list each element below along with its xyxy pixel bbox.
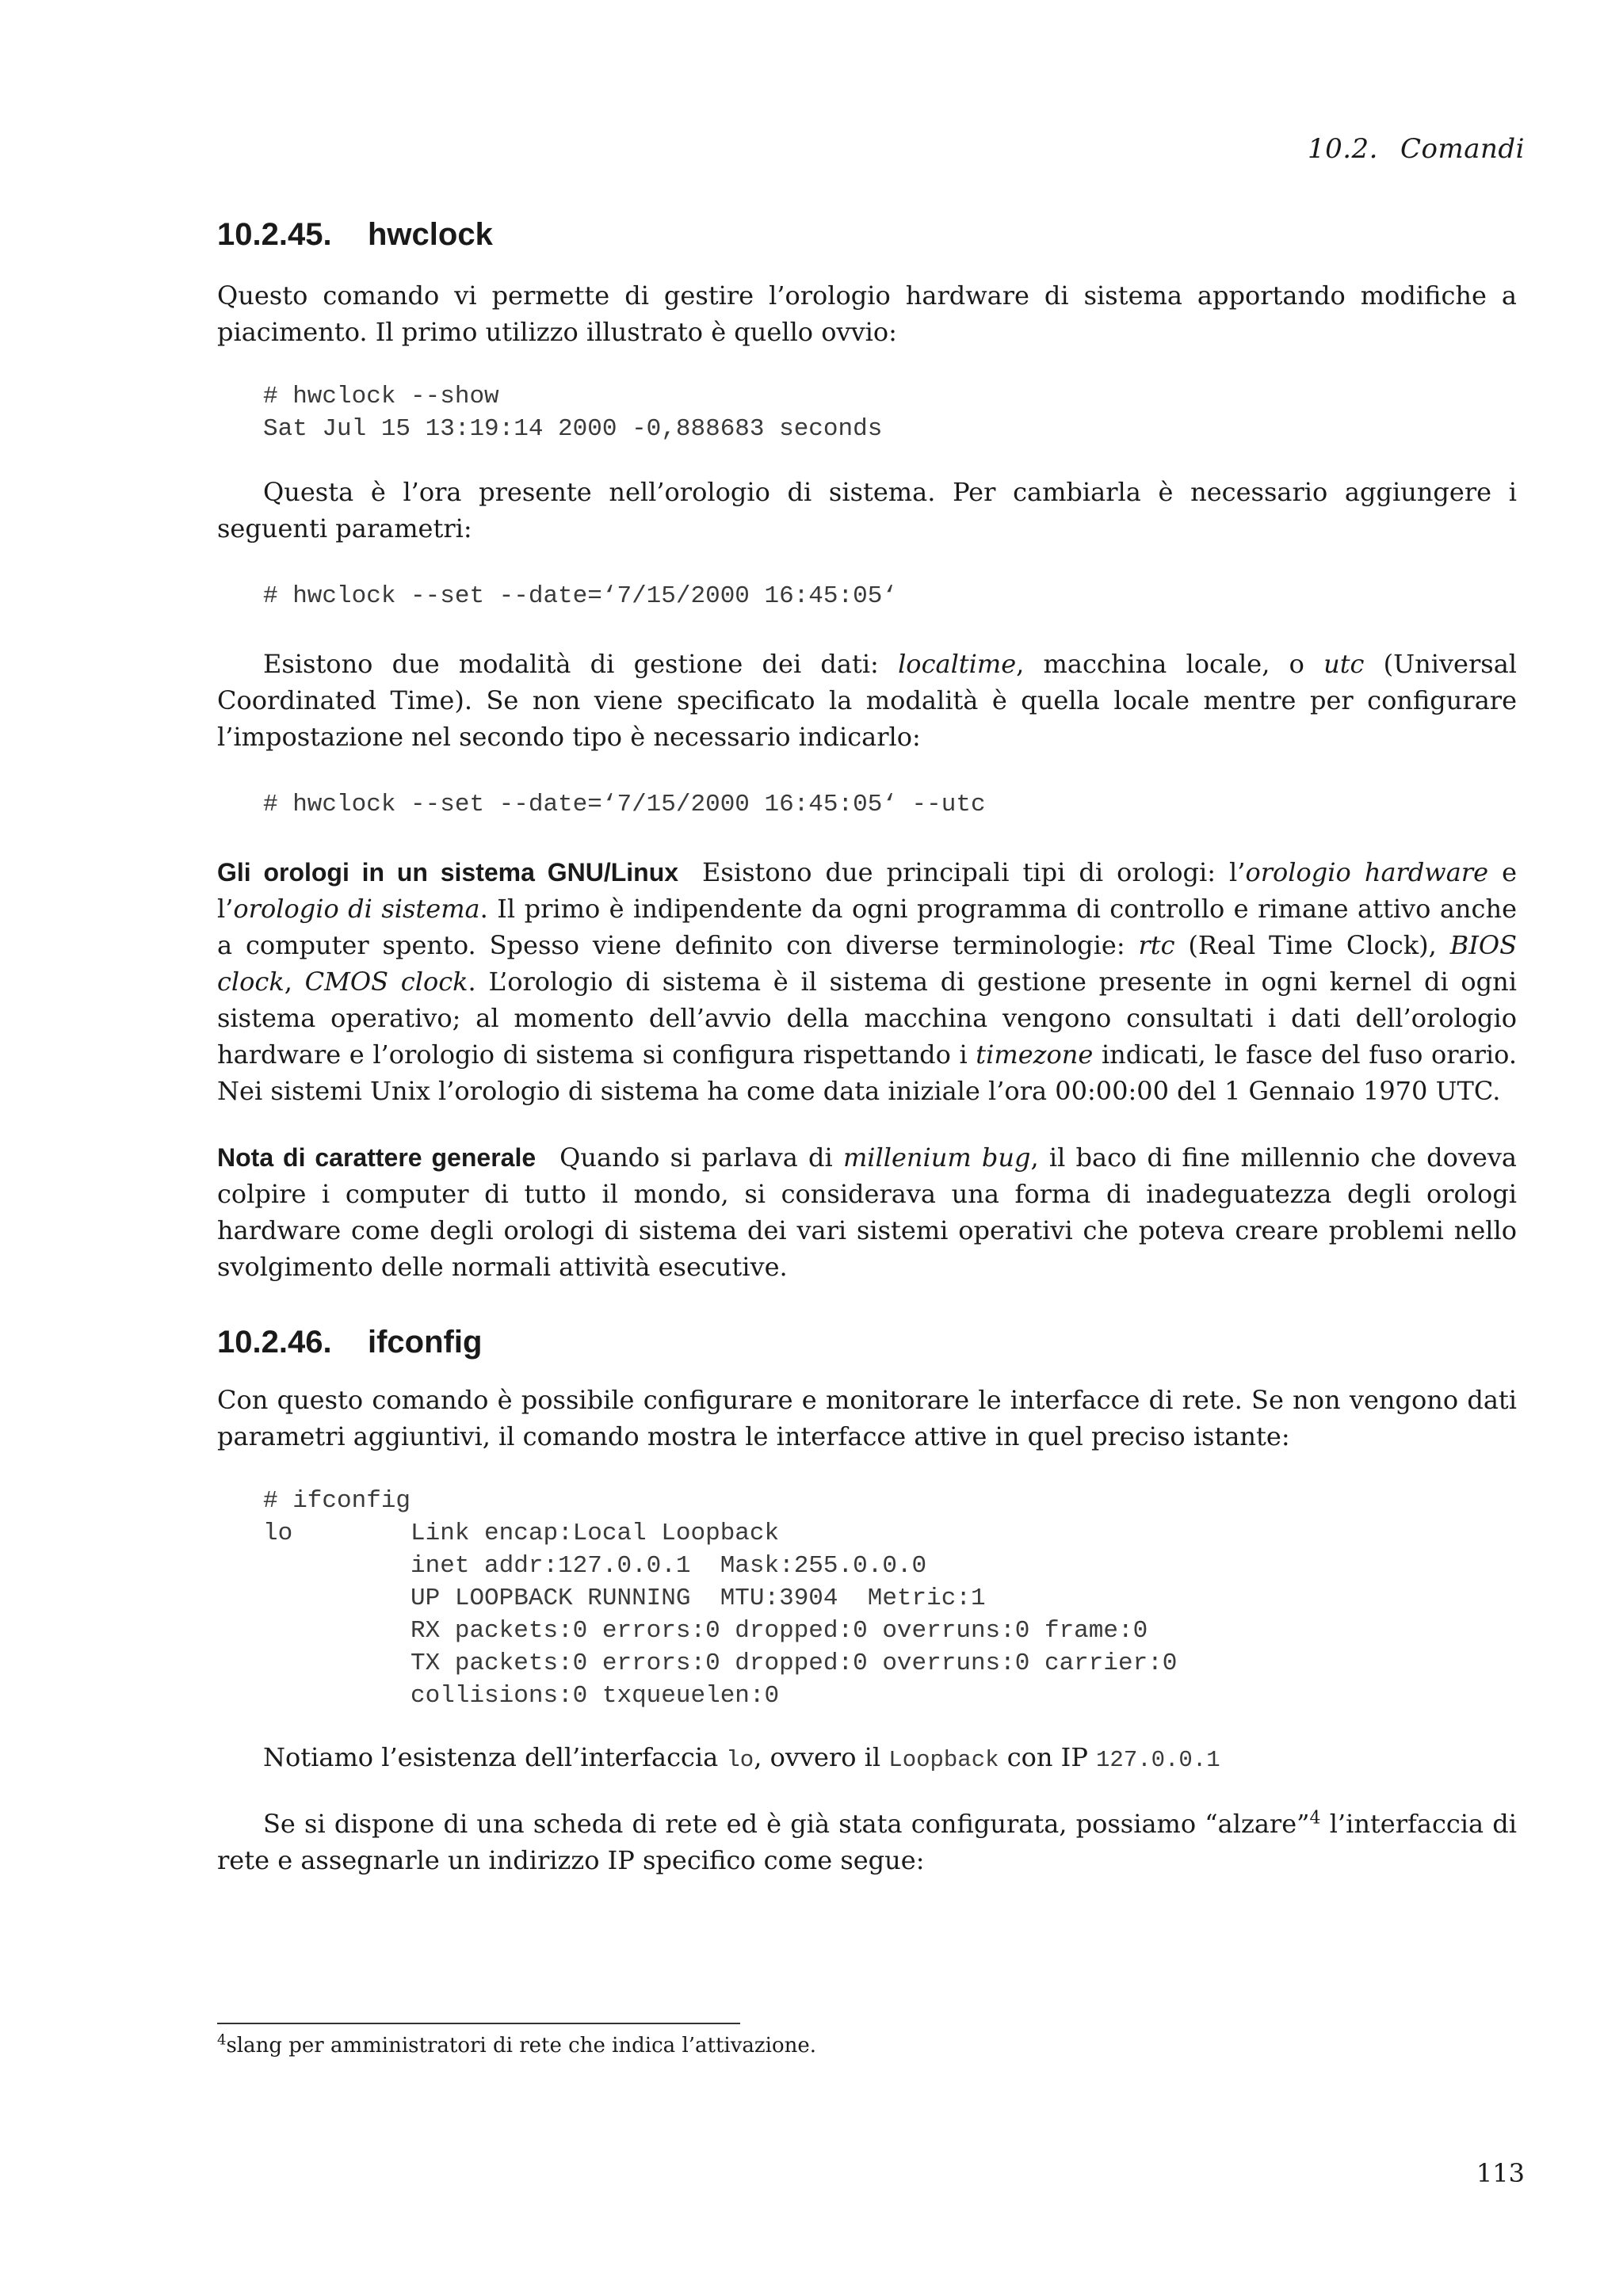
inline-code: Loopback	[888, 1747, 999, 1773]
text-run: (Real Time Clock),	[1174, 930, 1450, 960]
emphasis: timezone	[976, 1039, 1094, 1070]
text-run: Esistono due modalità di gestione dei dati:	[263, 649, 899, 679]
footnote-text: slang per amministratori di rete che indica l’attivazione.	[226, 2034, 816, 2058]
running-head	[1308, 133, 1525, 165]
text-run: Esistono due principali tipi di orologi: l’	[702, 857, 1246, 887]
emphasis: rtc	[1138, 930, 1175, 960]
emphasis-utc: utc	[1323, 649, 1365, 679]
emphasis: orologio di sistema	[233, 894, 480, 924]
section-heading-ifconfig	[217, 1320, 1517, 1364]
running-head-number: 10.2.	[1307, 133, 1378, 165]
text-run: . Il primo è indipendente da ogni programma di controllo e rimane attivo anche a computer spento. Spesso viene definito con diverse terminologie:	[217, 894, 1518, 960]
section-number: 10.2.45.	[217, 217, 332, 252]
paragraph-note	[217, 1139, 1517, 1285]
text-run: indicati, le fasce del fuso orario. Nei sistemi Unix l’orologio di sistema ha come data iniziale l’ora 00:00:00 del 1 Gennaio 1970 UTC.	[217, 1039, 1518, 1106]
text-run: . L’orologio di sistema è il sistema di gestione presente in ogni kernel di ogni sistema operativo; al momento dell’avvio della macchina vengono consultati i dati dell’orologio hardware e l’orologio di sistema si configura rispettando i	[217, 967, 1518, 1070]
text-run: Se si dispone di una scheda di rete ed è già stata configurata, possiamo “alzare”	[263, 1809, 1310, 1839]
text-run: Notiamo l’esistenza dell’interfaccia	[263, 1742, 727, 1772]
text-run: (Universal Coordinated Time). Se non viene specificato la modalità è quella locale mentre per configurare l’impostazione nel secondo tipo è necessario indicarlo:	[217, 649, 1518, 752]
emphasis: millenium bug	[842, 1142, 1031, 1173]
emphasis: orologio hardware	[1245, 857, 1489, 887]
inline-code: lo	[726, 1747, 754, 1773]
footnote	[217, 2031, 1517, 2060]
footnote-reference: 4	[1309, 1808, 1321, 1829]
text-run: Quando si parlava di	[559, 1142, 843, 1173]
code-block-hwclock-set: # hwclock --set --date=‘7/15/2000 16:45:05‘	[263, 582, 897, 610]
inline-code: 127.0.0.1	[1096, 1747, 1220, 1773]
text-run: e l’	[217, 857, 1518, 924]
paragraph-loopback	[217, 1739, 1517, 1779]
runin-heading-clocks: Gli orologi in un sistema GNU/Linux	[217, 858, 679, 887]
text-run: ,	[284, 967, 305, 997]
paragraph-hwclock-set: Questa è l’ora presente nell’orologio di sistema. Per cambiarla è necessario aggiungere i seguenti parametri:	[217, 477, 1517, 543]
footnote-mark: 4	[217, 2031, 227, 2049]
code-block-hwclock-utc: # hwclock --set --date=‘7/15/2000 16:45:05‘ --utc	[263, 791, 986, 818]
page-body	[217, 212, 1517, 1878]
section-title: ifconfig	[368, 1325, 483, 1360]
text-run: , il baco di fine millennio che doveva colpire i computer di tutto il mondo, si considerava una forma di inadeguatezza degli orologi hardware come degli orologi di sistema dei vari sistemi operativi che poteva creare problemi nello svolgimento delle normali attività esecutive.	[217, 1142, 1518, 1282]
paragraph-hwclock-intro: Questo comando vi permette di gestire l’orologio hardware di sistema apportando modifiche a piacimento. Il primo utilizzo illustrato è quello ovvio:	[217, 280, 1517, 347]
text-run: con IP	[999, 1742, 1097, 1772]
paragraph-hwclock-modes	[217, 646, 1517, 755]
page-number: 113	[1476, 2158, 1525, 2188]
runin-heading-note: Nota di carattere generale	[217, 1143, 537, 1172]
text-run: l’interfaccia di rete e assegnarle un indirizzo IP specifico come segue:	[217, 1809, 1518, 1875]
running-head-title: Comandi	[1400, 133, 1525, 165]
emphasis: BIOS clock	[217, 930, 1518, 997]
paragraph-ifconfig-intro: Con questo comando è possibile configurare e monitorare le interfacce di rete. Se non vengono dati parametri aggiuntivi, il comando mostra le interfacce attive in quel preciso istante:	[217, 1385, 1517, 1451]
text-run: , ovvero il	[754, 1742, 889, 1772]
emphasis-localtime: localtime	[898, 649, 1017, 679]
section-number: 10.2.46.	[217, 1325, 332, 1360]
emphasis: CMOS clock	[304, 967, 468, 997]
text-run: , macchina locale, o	[1016, 649, 1324, 679]
paragraph-clocks	[217, 854, 1517, 1109]
footnote-rule	[217, 2023, 740, 2024]
section-title: hwclock	[368, 217, 493, 252]
code-block-ifconfig-output: # ifconfig lo Link encap:Local Loopback inet addr:127.0.0.1 Mask:255.0.0.0 UP LOOPBACK RUNNING MTU:3904 Metric:1 RX packets:0 errors:0 dropped:0 overruns:0 frame:0 TX packets:0 errors:0 dropped:0 overruns:0 carrier:0 collisions:0 txqueuelen:0	[263, 1487, 1178, 1710]
section-heading-hwclock	[217, 212, 1517, 257]
paragraph-raise-interface	[217, 1806, 1517, 1878]
code-block-hwclock-show: # hwclock --show Sat Jul 15 13:19:14 2000 -0,888683 seconds	[263, 383, 883, 443]
